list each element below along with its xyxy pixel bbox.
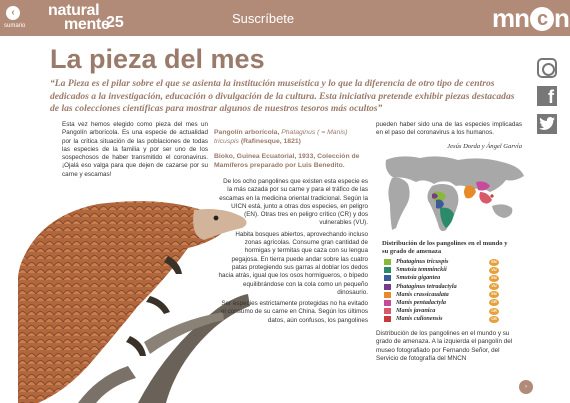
legend-swatch xyxy=(384,316,391,322)
legend-species: Manis crassicaudata xyxy=(396,290,449,298)
description-paragraph-3: Ser especies estrictamente protegidas no ha evitado el consumo de su carne en China. Según los últimos datos, aún confusos, los pangolines xyxy=(220,300,368,324)
specimen-common-name: Pangolín arborícola, xyxy=(214,129,280,136)
page-number-badge[interactable]: › xyxy=(519,380,533,394)
description-paragraph-1: De los ocho pangolines que existen esta especie es la más cazada por su carne y para el tráfico de las escamas en la medicina oriental tradicional. Según la UICN está, junto a otras dos especies, en peligro (EN). Otras tres en peligro crítico (CR) y dos vulnerables (VU). xyxy=(219,178,368,227)
specimen-author: (Rafinesque, 1821) xyxy=(240,137,301,145)
threat-status-badge: EN xyxy=(489,291,499,298)
threat-status-badge: EN xyxy=(489,275,499,282)
threat-status-badge: CR xyxy=(489,299,499,306)
map-caption: Distribución de los pangolines en el mundo y su grado de amenaza. A la izquierda el pangolín del museo fotografiado por Fernando Señor, del Servicio de fotografía del MNCN xyxy=(376,330,513,362)
page-title: La pieza del mes xyxy=(50,44,265,74)
threat-status-badge: CR xyxy=(489,308,499,315)
threat-status-badge: VU xyxy=(489,267,499,274)
legend-species: Smutsia temminckii xyxy=(396,266,447,274)
header-bar xyxy=(0,0,570,36)
legend-item xyxy=(384,258,500,266)
subscribe-link[interactable]: Suscríbete xyxy=(232,11,295,26)
continuation-paragraph: pueden haber sido una de las especies implicadas en el paso del coronavirus a los humanos. xyxy=(376,121,522,137)
author-credit: Jesús Dorda y Ángel Garvía xyxy=(447,143,522,150)
legend-species: Smutsia gigantea xyxy=(396,274,441,282)
description-paragraph-2: Habita bosques abiertos, aprovechando incluso zonas agrícolas. Consume gran cantidad de hormigas y termitas que caza con su lengua pegajosa. En tierra puede andar sobre las cuatro patas protegiendo sus garras al doblar los dedos hacia atrás, igual que los osos hormigueros, o bípedo equilibrándose con la cola como un pequeño dinosaurio. xyxy=(218,230,368,296)
lead-quote: “La Pieza es el pilar sobre el que se asienta la institución museística y lo que la diferencia de otro tipo de centros dedicados a la investigación, educación o divulgación de la cultura. Esta iniciativa pretende exhibir piezas destacadas de las colecciones científicas para mostrar algunos de nuestros tesoros más ocultos” xyxy=(50,78,515,115)
legend-species: Manis culionensis xyxy=(396,315,443,323)
specimen-heading xyxy=(214,129,366,146)
legend-species: Manis javanica xyxy=(396,307,436,315)
map-legend-title: Distribución de los pangolines en el mundo y su grado de amenaza xyxy=(382,240,508,255)
brand-word-2: mente xyxy=(64,16,110,33)
legend-item xyxy=(384,315,500,323)
legend-species: Phataginus tetradactyla xyxy=(396,282,457,290)
specimen-scientific-name: Phataginus ( = Manis) tricuspis xyxy=(214,129,348,145)
legend-swatch xyxy=(384,292,391,298)
species-description xyxy=(218,178,368,325)
back-label[interactable]: sumario xyxy=(4,23,26,29)
chevron-left-icon[interactable]: ‹ xyxy=(6,6,20,20)
legend-swatch xyxy=(384,284,391,290)
legend-swatch xyxy=(384,300,391,306)
threat-status-badge: EN xyxy=(489,259,499,266)
legend-swatch xyxy=(384,308,391,314)
brand-word-1: natural xyxy=(48,2,100,19)
legend-item xyxy=(384,299,500,307)
legend-item xyxy=(384,291,500,299)
legend-species: Manis pentadactyla xyxy=(396,298,447,306)
instagram-icon[interactable] xyxy=(537,58,557,78)
legend-item xyxy=(384,266,500,274)
twitter-icon[interactable] xyxy=(537,114,557,134)
facebook-icon[interactable]: f xyxy=(537,86,557,106)
map-legend xyxy=(384,258,500,324)
legend-item xyxy=(384,307,500,315)
distribution-map xyxy=(380,152,526,238)
legend-swatch xyxy=(384,275,391,281)
issue-number: 25 xyxy=(106,14,124,31)
legend-species: Phataginus tricuspis xyxy=(396,258,449,265)
specimen-provenance: Bioko, Guinea Ecuatorial, 1933, Colección de Mamíferos preparado por Luis Benedito. xyxy=(214,153,360,169)
legend-item xyxy=(384,274,500,282)
threat-status-badge: VU xyxy=(489,283,499,290)
pangolin-photo xyxy=(18,196,250,403)
intro-paragraph: Esta vez hemos elegido como pieza del mes un Pangolín arborícola. Es una especie de actualidad por la crítica situación de las poblaciones de todas las especies de la familia y por ser uno de los sospechosos de haber transmitido el coronavirus. ¡Ojalá eso valga para que dejen de cazarse por su carne y escamas! xyxy=(62,121,208,178)
threat-status-badge: CR xyxy=(489,316,499,323)
twitter-bird-glyph xyxy=(539,117,555,131)
legend-item xyxy=(384,283,500,291)
mncn-logo[interactable]: mn c n xyxy=(492,3,569,33)
legend-swatch xyxy=(384,267,391,273)
legend-swatch xyxy=(384,259,391,265)
